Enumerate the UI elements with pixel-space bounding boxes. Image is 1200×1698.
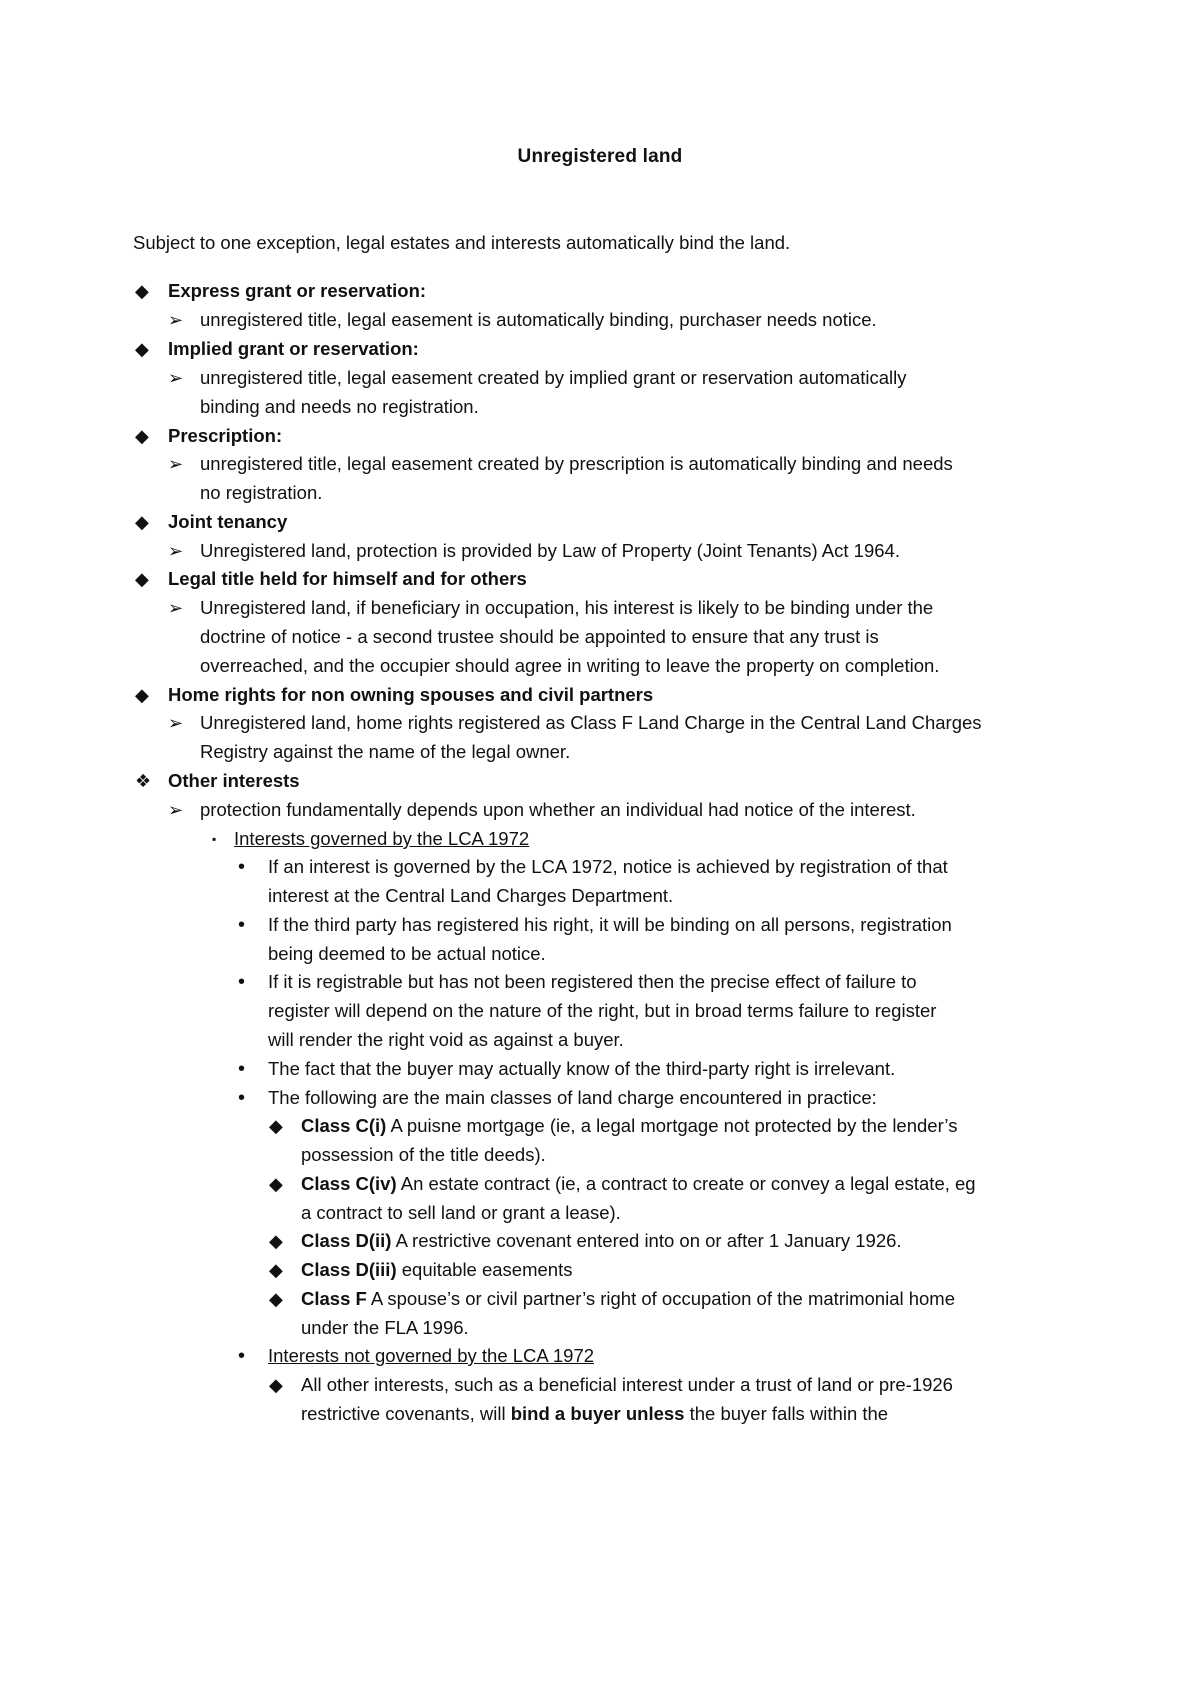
heading-other-interests: ❖ Other interests xyxy=(168,766,300,796)
arrowhead-bullet-icon: ➢ xyxy=(168,310,184,330)
arrowhead-bullet-icon: ➢ xyxy=(168,713,184,733)
list-item-class-f: ◆ Class F A spouse’s or civil partner’s right of occupation of the matrimonial home xyxy=(301,1284,955,1314)
list-item: ➢ Unregistered land, if beneficiary in occupation, his interest is likely to be binding under the xyxy=(200,593,933,623)
list-item-continuation: being deemed to be actual notice. xyxy=(268,943,546,964)
page-title: Unregistered land xyxy=(517,146,683,167)
diamond-bullet-icon: ◆ xyxy=(269,1260,283,1280)
heading-implied-grant: ◆ Implied grant or reservation: xyxy=(168,334,419,364)
list-item: • If the third party has registered his right, it will be binding on all persons, registration xyxy=(268,910,952,940)
list-item-continuation: no registration. xyxy=(200,482,323,503)
list-item: ➢ Unregistered land, home rights registered as Class F Land Charge in the Central Land Charges xyxy=(200,708,982,738)
dot-bullet-icon: • xyxy=(238,971,246,993)
heading-home-rights: ◆ Home rights for non owning spouses and civil partners xyxy=(168,680,653,710)
list-item-class-d-ii: ◆ Class D(ii) A restrictive covenant entered into on or after 1 January 1926. xyxy=(301,1226,902,1256)
intro-paragraph: Subject to one exception, legal estates and interests automatically bind the land. xyxy=(133,232,791,253)
diamond-bullet-icon: ◆ xyxy=(135,339,149,359)
list-item-continuation: Registry against the name of the legal owner. xyxy=(200,741,571,762)
list-item-class-c-iv: ◆ Class C(iv) An estate contract (ie, a contract to create or convey a legal estate, eg xyxy=(301,1169,976,1199)
diamond-bullet-icon: ◆ xyxy=(135,685,149,705)
list-item-continuation: under the FLA 1996. xyxy=(301,1317,469,1338)
list-item: ➢ unregistered title, legal easement is automatically binding, purchaser needs notice. xyxy=(200,305,877,335)
list-item: ➢ protection fundamentally depends upon whether an individual had notice of the interest. xyxy=(200,795,916,825)
arrowhead-bullet-icon: ➢ xyxy=(168,800,184,820)
heading-joint-tenancy: ◆ Joint tenancy xyxy=(168,507,287,537)
diamond-bullet-icon: ◆ xyxy=(135,426,149,446)
diamond-bullet-icon: ◆ xyxy=(135,569,149,589)
list-item: • The following are the main classes of land charge encountered in practice: xyxy=(268,1083,877,1113)
list-item-continuation: possession of the title deeds). xyxy=(301,1144,546,1165)
dot-bullet-icon: • xyxy=(238,1087,246,1109)
heading-legal-title: ◆ Legal title held for himself and for others xyxy=(168,564,527,594)
arrowhead-bullet-icon: ➢ xyxy=(168,598,184,618)
heading-express-grant: ◆ Express grant or reservation: xyxy=(168,276,426,306)
list-item: • If it is registrable but has not been registered then the precise effect of failure to xyxy=(268,967,917,997)
dot-bullet-icon: • xyxy=(238,856,246,878)
arrowhead-bullet-icon: ➢ xyxy=(168,541,184,561)
diamond-bullet-icon: ◆ xyxy=(135,281,149,301)
list-item-class-c-i: ◆ Class C(i) A puisne mortgage (ie, a legal mortgage not protected by the lender’s xyxy=(301,1111,957,1141)
list-item-continuation: doctrine of notice - a second trustee should be appointed to ensure that any trust is xyxy=(200,626,879,647)
four-diamond-bullet-icon: ❖ xyxy=(135,771,152,791)
diamond-bullet-icon: ◆ xyxy=(269,1116,283,1136)
list-item: ◆ All other interests, such as a beneficial interest under a trust of land or pre-1926 xyxy=(301,1370,953,1400)
list-item-continuation: restrictive covenants, will bind a buyer unless the buyer falls within the xyxy=(301,1403,889,1424)
list-item: • The fact that the buyer may actually know of the third-party right is irrelevant. xyxy=(268,1054,895,1084)
list-item-continuation: overreached, and the occupier should agree in writing to leave the property on completion. xyxy=(200,655,940,676)
list-item-continuation: binding and needs no registration. xyxy=(200,396,479,417)
list-item-continuation: interest at the Central Land Charges Department. xyxy=(268,885,674,906)
list-item: ➢ unregistered title, legal easement created by prescription is automatically binding and needs xyxy=(200,449,953,479)
arrowhead-bullet-icon: ➢ xyxy=(168,454,184,474)
diamond-bullet-icon: ◆ xyxy=(269,1289,283,1309)
list-item-continuation: register will depend on the nature of the right, but in broad terms failure to register xyxy=(268,1000,937,1021)
diamond-bullet-icon: ◆ xyxy=(269,1231,283,1251)
list-item-continuation: will render the right void as against a buyer. xyxy=(268,1029,624,1050)
heading-prescription: ◆ Prescription: xyxy=(168,421,282,451)
diamond-bullet-icon: ◆ xyxy=(269,1174,283,1194)
list-item: ➢ Unregistered land, protection is provided by Law of Property (Joint Tenants) Act 1964. xyxy=(200,536,900,566)
diamond-bullet-icon: ◆ xyxy=(135,512,149,532)
dot-bullet-icon: • xyxy=(238,1345,246,1367)
list-item-class-d-iii: ◆ Class D(iii) equitable easements xyxy=(301,1255,572,1285)
square-bullet-icon: ▪ xyxy=(212,832,217,846)
dot-bullet-icon: • xyxy=(238,1058,246,1080)
dot-bullet-icon: • xyxy=(238,914,246,936)
subheading-not-lca-governed: • Interests not governed by the LCA 1972 xyxy=(268,1341,594,1371)
arrowhead-bullet-icon: ➢ xyxy=(168,368,184,388)
list-item: ➢ unregistered title, legal easement created by implied grant or reservation automatically xyxy=(200,363,906,393)
list-item-continuation: a contract to sell land or grant a lease). xyxy=(301,1202,621,1223)
list-item: • If an interest is governed by the LCA 1972, notice is achieved by registration of that xyxy=(268,852,948,882)
subheading-lca-governed: ▪ Interests governed by the LCA 1972 xyxy=(234,824,529,854)
diamond-bullet-icon: ◆ xyxy=(269,1375,283,1395)
